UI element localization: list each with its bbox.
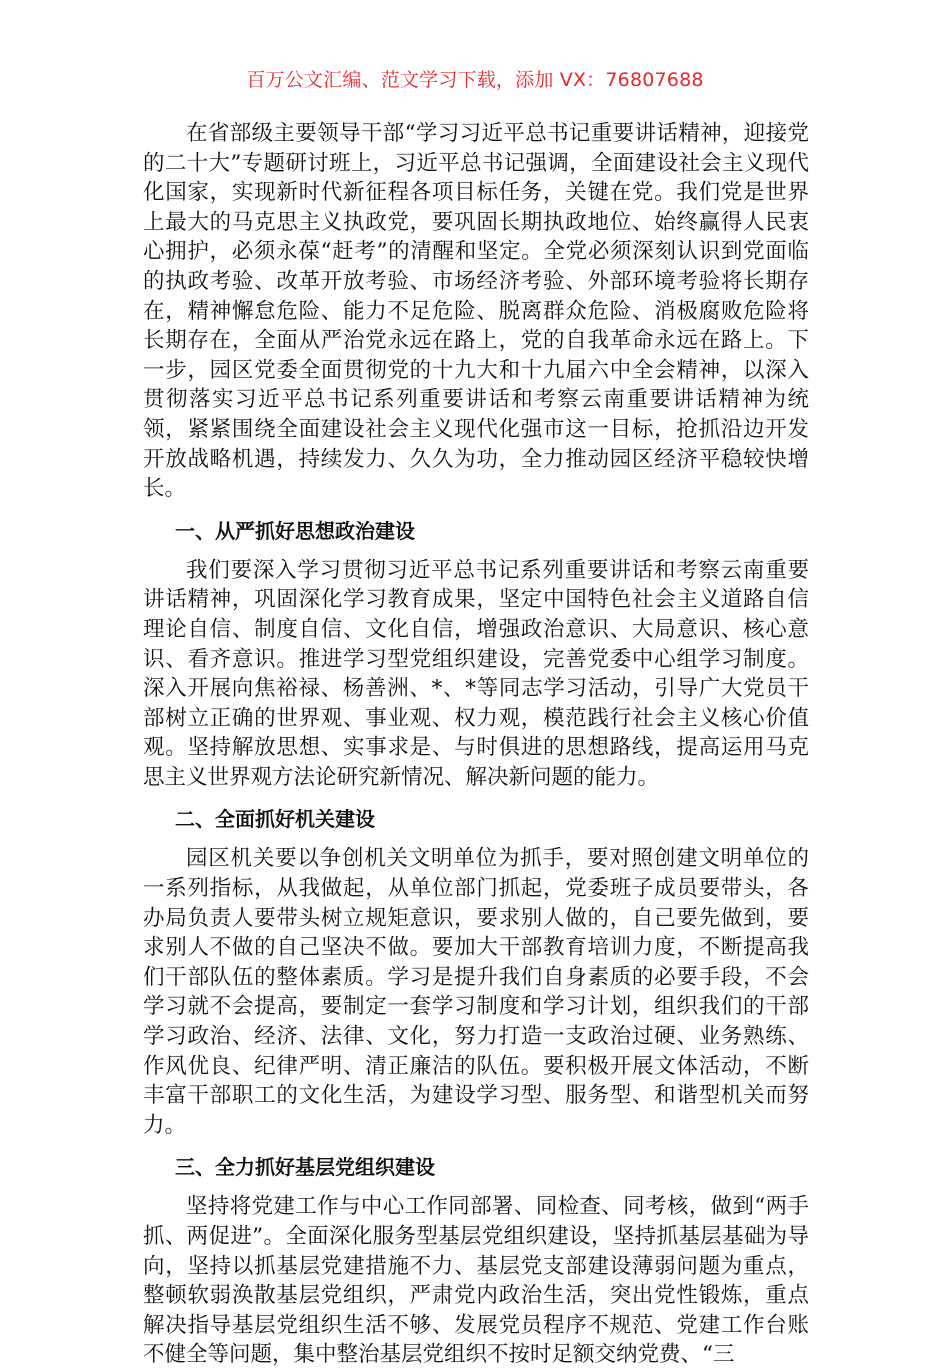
document-body xyxy=(143,119,809,1370)
section-heading-2: 二、全面抓好机关建设 xyxy=(175,807,375,832)
watermark-banner: 百万公文汇编、范文学习下载，添加 VX：76807688 xyxy=(246,69,704,91)
section-heading-1: 一、从严抓好思想政治建设 xyxy=(175,518,415,543)
intro-paragraph: 在省部级主要领导干部“学习习近平总书记重要讲话精神，迎接党的二十大”专题研讨班上，习近平总书记强调，全面建设社会主义现代化国家，实现新时代新征程各项目标任务，关键在党。我们党是世界上最大的马克思主义执政党，要巩固长期执政地位、始终赢得人民衷心拥护，必须永葆“赶考”的清醒和坚定。全党必须深刻认识到党面临的执政考验、改革开放考验、市场经济考验、外部环境考验将长期存在，精神懈怠危险、能力不足危险、脱离群众危险、消极腐败危险将长期存在，全面从严治党永远在路上，党的自我革命永远在路上。下一步，园区党委全面贯彻党的十九大和十九届六中全会精神，以深入贯彻落实习近平总书记系列重要讲话和考察云南重要讲话精神为统领，紧紧围绕全面建设社会主义现代化强市这一目标，抢抓沿边开发开放战略机遇，持续发力、久久为功，全力推动园区经济平稳较快增长。 xyxy=(143,121,809,502)
section-heading-3: 三、全力抓好基层党组织建设 xyxy=(175,1155,435,1180)
section-paragraph-2: 园区机关要以争创机关文明单位为抓手，要对照创建文明单位的一系列指标，从我做起，从单位部门抓起，党委班子成员要带头，各办局负责人要带头树立规矩意识，要求别人做的，自己要先做到，要求别人不做的自己坚决不做。要加大干部教育培训力度，不断提高我们干部队伍的整体素质。学习是提升我们自身素质的必要手段，不会学习就不会提高，要制定一套学习制度和学习计划，组织我们的干部学习政治、经济、法律、文化，努力打造一支政治过硬、业务熟练、作风优良、纪律严明、清正廉洁的队伍。要积极开展文体活动，不断丰富干部职工的文化生活，为建设学习型、服务型、和谐型机关而努力。 xyxy=(143,846,809,1138)
section-paragraph-3: 坚持将党建工作与中心工作同部署、同检查、同考核，做到“两手抓、两促进”。全面深化服务型基层党组织建设，坚持抓基层基础为导向，坚持以抓基层党建措施不力、基层党支部建设薄弱问题为重点，整顿软弱涣散基层党组织，严肃党内政治生活，突出党性锻炼，重点解决指导基层党组织生活不够、发展党员程序不规范、党建工作台账不健全等问题，集中整治基层党组织不按时足额交纳党费、“三 xyxy=(143,1194,809,1368)
section-paragraph-1: 我们要深入学习贯彻习近平总书记系列重要讲话和考察云南重要讲话精神，巩固深化学习教育成果，坚定中国特色社会主义道路自信理论自信、制度自信、文化自信，增强政治意识、大局意识、核心意识、看齐意识。推进学习型党组织建设，完善党委中心组学习制度。深入开展向焦裕禄、杨善洲、*、*等同志学习活动，引导广大党员干部树立正确的世界观、事业观、权力观，模范践行社会主义核心价值观。坚持解放思想、实事求是、与时俱进的思想路线，提高运用马克思主义世界观方法论研究新情况、解决新问题的能力。 xyxy=(143,557,809,790)
